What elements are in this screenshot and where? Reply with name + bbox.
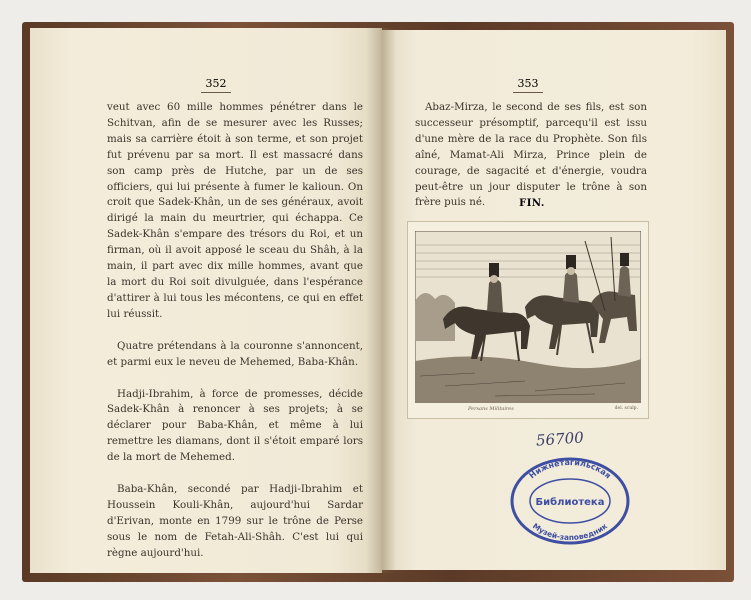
stamp-middle-text: Библиотека (535, 497, 605, 508)
library-stamp (508, 456, 632, 546)
left-page-number: 352 (196, 77, 236, 93)
plate-signature: del. sculp. (614, 406, 638, 411)
end-mark: FIN. (519, 198, 545, 209)
left-paragraph-4: Baba-Khân, secondé par Hadji-Ibrahim et Houssein Kouli-Khân, aujourd'hui Sardar d'Erivan, monte en 1799 sur le trône de Perse sous le nom de Fetah-Ali-Shâh. C'est lui qui règne aujourd'hui. (107, 483, 363, 559)
horsemen-engraving (415, 231, 641, 403)
book-gutter (366, 28, 396, 573)
left-page-text (107, 100, 363, 578)
right-paragraph: Abaz-Mirza, le second de ses fils, est son successeur présomptif, parcequ'il est issu d'une mère de la race du Prophète. Son fils aîné, Mamat-Ali Mirza, Prince plein de courage, de sagacité et d'énergie, voudra peut-être un jour disputer le trône à son frère puis né. (415, 101, 647, 209)
left-paragraph-2: Quatre prétendans à la couronne s'annoncent, et parmi eux le neveu de Mehemed, Baba-Khân. (107, 339, 363, 368)
left-paragraph-1: veut avec 60 mille hommes pénétrer dans le Schitvan, afin de se mesurer avec les Russes; mais sa carrière étoit à son terme, et son projet fut prévenu par sa mort. Il est massacré dans son camp près de Hutche, par un de ses officiers, qui lui présente à fumer le kalioun. On croit que Sadek-Khân, un de ses généraux, avoit dirigé la main du meurtrier, qui échappa. Ce Sadek-Khân s'empare des trésors du Roi, et un firman, où il avoit apposé le sceau du Shâh, à la main, il part avec dix mille hommes, avant que la mort du Roi soit divulguée, dans l'espérance d'attirer à lui tous les mécontens, ce qui en effet lui réussit. (107, 101, 363, 320)
stamp-top-text: Нижнетагильская (527, 457, 613, 481)
handwritten-number: 56700 (535, 428, 585, 450)
plate-caption: Persans Militaires (468, 406, 514, 412)
stamp-bottom-text: Музей-заповедник (530, 521, 610, 543)
right-page-number: 353 (508, 77, 548, 93)
engraving-plate (407, 221, 649, 419)
left-paragraph-3: Hadji-Ibrahim, à force de promesses, décide Sadek-Khân à renoncer à ses projets; à se déclarer pour Baba-Khân, et même à lui remettre les diamans, dont il s'étoit emparé lors de la mort de Mehemed. (107, 387, 363, 464)
svg-text:Нижнетагильская (527, 458, 612, 481)
